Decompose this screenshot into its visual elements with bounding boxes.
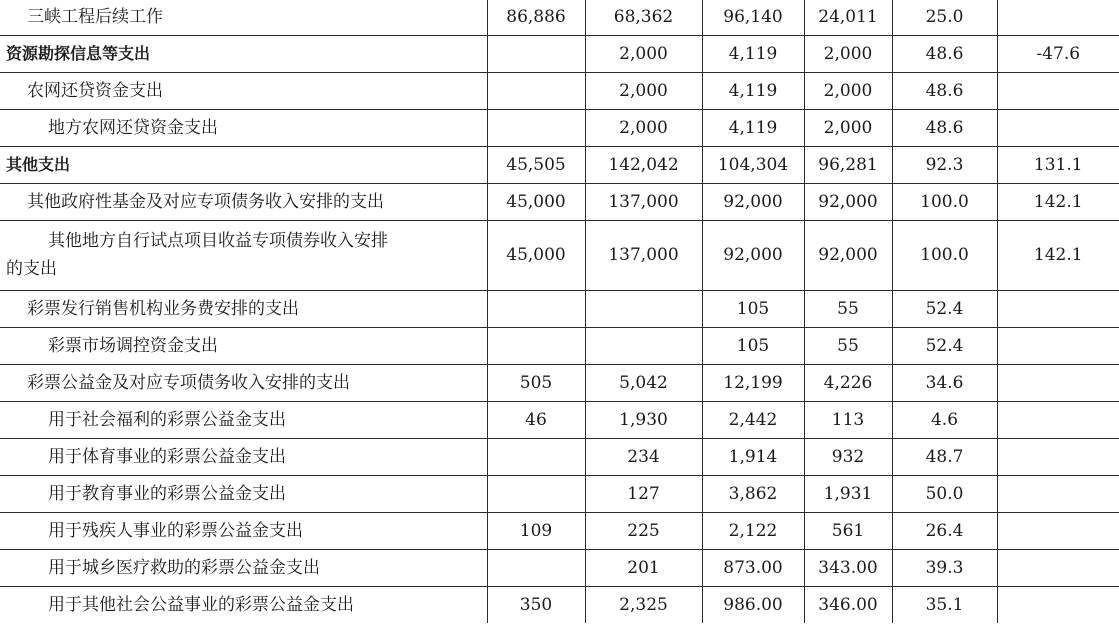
cell-value — [585, 327, 702, 364]
cell-value: 50.0 — [892, 475, 997, 512]
cell-value: 45,000 — [487, 220, 585, 290]
cell-value: 68,362 — [585, 0, 702, 35]
cell-value — [585, 290, 702, 327]
cell-value: 505 — [487, 364, 585, 401]
table-row — [0, 549, 1119, 586]
cell-value: 343.00 — [804, 549, 892, 586]
table-row — [0, 327, 1119, 364]
cell-value: 100.0 — [892, 183, 997, 220]
cell-value: 142.1 — [997, 220, 1119, 290]
cell-value: 1,931 — [804, 475, 892, 512]
cell-value: 350 — [487, 586, 585, 623]
cell-value: 52.4 — [892, 327, 997, 364]
cell-value: 2,000 — [585, 35, 702, 72]
cell-value: 34.6 — [892, 364, 997, 401]
row-label: 其他政府性基金及对应专项债务收入安排的支出 — [0, 183, 487, 220]
cell-value: 1,914 — [702, 438, 804, 475]
row-label: 彩票市场调控资金支出 — [0, 327, 487, 364]
cell-value: 2,442 — [702, 401, 804, 438]
cell-value: 24,011 — [804, 0, 892, 35]
cell-value: 48.6 — [892, 35, 997, 72]
table-row — [0, 290, 1119, 327]
cell-value: 100.0 — [892, 220, 997, 290]
cell-value — [997, 586, 1119, 623]
cell-value: 45,000 — [487, 183, 585, 220]
cell-value: 131.1 — [997, 146, 1119, 183]
cell-value: 4,119 — [702, 72, 804, 109]
cell-value: 35.1 — [892, 586, 997, 623]
cell-value: 92,000 — [804, 220, 892, 290]
row-label: 资源勘探信息等支出 — [0, 35, 487, 72]
cell-value: 96,140 — [702, 0, 804, 35]
cell-value: 137,000 — [585, 220, 702, 290]
cell-value: 127 — [585, 475, 702, 512]
table-row — [0, 0, 1119, 35]
table-row — [0, 401, 1119, 438]
row-label: 三峡工程后续工作 — [0, 0, 487, 35]
cell-value: 2,000 — [585, 109, 702, 146]
table-row — [0, 586, 1119, 623]
cell-value: 4,226 — [804, 364, 892, 401]
table-row — [0, 146, 1119, 183]
cell-value: 12,199 — [702, 364, 804, 401]
cell-value — [997, 364, 1119, 401]
cell-value — [487, 475, 585, 512]
cell-value: 986.00 — [702, 586, 804, 623]
cell-value: 932 — [804, 438, 892, 475]
cell-value — [997, 327, 1119, 364]
cell-value: 4,119 — [702, 35, 804, 72]
cell-value: 96,281 — [804, 146, 892, 183]
cell-value: 2,325 — [585, 586, 702, 623]
cell-value — [487, 327, 585, 364]
cell-value: 39.3 — [892, 549, 997, 586]
cell-value: 1,930 — [585, 401, 702, 438]
cell-value: 2,122 — [702, 512, 804, 549]
cell-value: -47.6 — [997, 35, 1119, 72]
cell-value: 26.4 — [892, 512, 997, 549]
cell-value — [487, 438, 585, 475]
cell-value — [487, 35, 585, 72]
cell-value: 4,119 — [702, 109, 804, 146]
cell-value: 142.1 — [997, 183, 1119, 220]
cell-value — [997, 512, 1119, 549]
row-label-line2: 的支出 — [6, 259, 57, 279]
row-label: 用于残疾人事业的彩票公益金支出 — [0, 512, 487, 549]
cell-value: 48.6 — [892, 72, 997, 109]
cell-value — [487, 72, 585, 109]
row-label: 彩票发行销售机构业务费安排的支出 — [0, 290, 487, 327]
cell-value: 92,000 — [804, 183, 892, 220]
table-row — [0, 35, 1119, 72]
row-label: 农网还贷资金支出 — [0, 72, 487, 109]
cell-value — [997, 549, 1119, 586]
cell-value — [997, 438, 1119, 475]
cell-value: 92.3 — [892, 146, 997, 183]
row-label: 用于城乡医疗救助的彩票公益金支出 — [0, 549, 487, 586]
cell-value: 46 — [487, 401, 585, 438]
cell-value — [997, 0, 1119, 35]
row-label: 用于社会福利的彩票公益金支出 — [0, 401, 487, 438]
cell-value: 86,886 — [487, 0, 585, 35]
cell-value: 2,000 — [804, 109, 892, 146]
table-row — [0, 183, 1119, 220]
cell-value: 234 — [585, 438, 702, 475]
cell-value: 2,000 — [804, 35, 892, 72]
table-row — [0, 512, 1119, 549]
table-row — [0, 72, 1119, 109]
cell-value: 4.6 — [892, 401, 997, 438]
row-label: 其他支出 — [0, 146, 487, 183]
cell-value: 137,000 — [585, 183, 702, 220]
cell-value: 3,862 — [702, 475, 804, 512]
row-label: 地方农网还贷资金支出 — [0, 109, 487, 146]
cell-value: 92,000 — [702, 183, 804, 220]
cell-value: 561 — [804, 512, 892, 549]
cell-value — [487, 290, 585, 327]
cell-value: 142,042 — [585, 146, 702, 183]
cell-value: 201 — [585, 549, 702, 586]
cell-value — [997, 401, 1119, 438]
cell-value: 52.4 — [892, 290, 997, 327]
table-row — [0, 364, 1119, 401]
cell-value — [997, 475, 1119, 512]
table-row — [0, 109, 1119, 146]
cell-value: 113 — [804, 401, 892, 438]
row-label: 彩票公益金及对应专项债务收入安排的支出 — [0, 364, 487, 401]
table-row — [0, 475, 1119, 512]
table-row — [0, 438, 1119, 475]
cell-value: 48.6 — [892, 109, 997, 146]
cell-value — [487, 549, 585, 586]
cell-value — [997, 72, 1119, 109]
row-label: 用于其他社会公益事业的彩票公益金支出 — [0, 586, 487, 623]
cell-value — [997, 290, 1119, 327]
row-label — [0, 220, 487, 290]
cell-value: 25.0 — [892, 0, 997, 35]
cell-value — [997, 109, 1119, 146]
cell-value: 105 — [702, 290, 804, 327]
cell-value: 45,505 — [487, 146, 585, 183]
table-row — [0, 220, 1119, 290]
cell-value: 55 — [804, 290, 892, 327]
cell-value: 105 — [702, 327, 804, 364]
cell-value: 2,000 — [585, 72, 702, 109]
cell-value: 873.00 — [702, 549, 804, 586]
cell-value: 92,000 — [702, 220, 804, 290]
cell-value: 109 — [487, 512, 585, 549]
cell-value: 5,042 — [585, 364, 702, 401]
cell-value: 55 — [804, 327, 892, 364]
cell-value: 225 — [585, 512, 702, 549]
cell-value: 346.00 — [804, 586, 892, 623]
cell-value — [487, 109, 585, 146]
cell-value: 48.7 — [892, 438, 997, 475]
row-label: 用于教育事业的彩票公益金支出 — [0, 475, 487, 512]
row-label: 用于体育事业的彩票公益金支出 — [0, 438, 487, 475]
cell-value: 104,304 — [702, 146, 804, 183]
cell-value: 2,000 — [804, 72, 892, 109]
row-label-line1: 其他地方自行试点项目收益专项债券收入安排 — [48, 231, 388, 251]
